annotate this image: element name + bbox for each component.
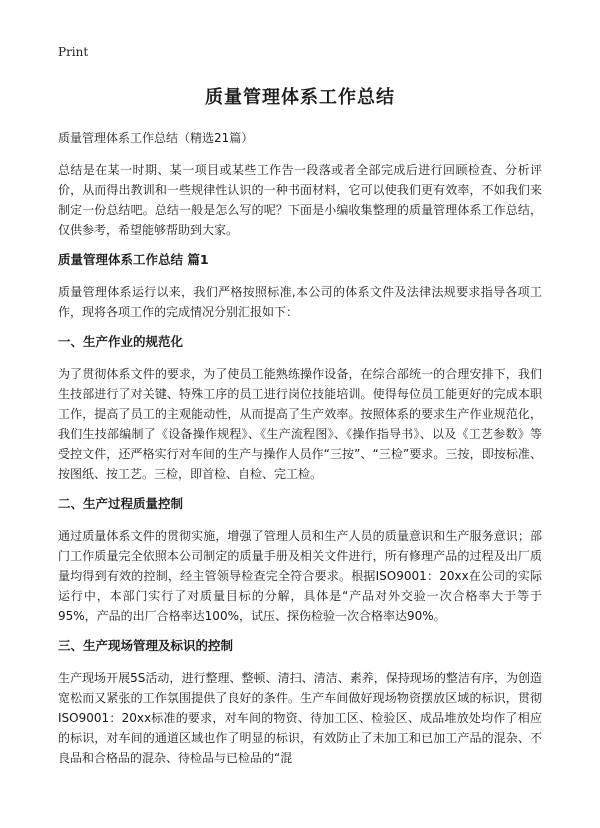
- section-paragraph-3: 生产现场开展5S活动，进行整理、整顿、清扫、清洁、素养，保持现场的整洁有序，为创造宽松而又紧张的工作氛围提供了良好的条件。生产车间做好现场物资摆放区域的标识，贯彻ISO9001：20xx标准的要求，对车间的物资、待加工区、检验区、成品堆放处均作了相应的标识，对车间的通道区域也作了明显的标识，有效防止了未加工和已加工产品的混杂、不良品和合格品的混杂、待检品与已检品的“混: [58, 671, 542, 765]
- intro-paragraph: 总结是在某一时期、某一项目或某些工作告一段落或者全部完成后进行回顾检查、分析评价，从而得出教训和一些规律性认识的一种书面材料，它可以使我们更有效率，不如我们来制定一份总结吧。总结一般是怎么写的呢？下面是小编收集整理的质量管理体系工作总结，仅供参考，希望能够帮助到大家。: [58, 163, 542, 237]
- section-heading-2: 二、生产过程质量控制: [58, 496, 184, 511]
- article-heading: 质量管理体系工作总结 篇1: [58, 252, 209, 267]
- section-paragraph-1: 为了贯彻体系文件的要求，为了使员工能熟练操作设备，在综合部统一的合理安排下，我们生技部进行了对关键、特殊工序的员工进行岗位技能培训。使得每位员工能更好的完成本职工作，提高了员工的主观能动性，从而提高了生产效率。按照体系的要求生产作业规范化，我们生技部编制了《设备操作规程》、《生产流程图》、《操作指导书》、以及《工艺参数》等受控文件，还严格实行对车间的生产与操作人员作“三按”、“三检”要求。三按，即按标准、按图纸、按工艺。三检，即首检、自检、完工检。: [58, 367, 542, 481]
- section-paragraph-2: 通过质量体系文件的贯彻实施，增强了管理人员和生产人员的质量意识和生产服务意识；部门工作质量完全依照本公司制定的质量手册及相关文件进行，所有修理产品的过程及出厂质量均得到有效的控制，经主管领导检查完全符合要求。根据ISO9001：20xx在公司的实际运行中，本部门实行了对质量目标的分解，具体是“产品对外交验一次合格率大于等于95%，产品的出厂合格率达100%，试压、探伤检验一次合格率达90%。: [58, 529, 542, 623]
- article-intro-paragraph: 质量管理体系运行以来，我们严格按照标准,本公司的体系文件及法律法规要求指导各项工作，现将各项工作的完成情况分别汇报如下：: [58, 285, 542, 319]
- section-heading-1: 一、生产作业的规范化: [58, 334, 184, 349]
- page-title: 质量管理体系工作总结: [205, 87, 395, 108]
- print-link[interactable]: Print: [58, 45, 89, 59]
- document-subtitle: 质量管理体系工作总结（精选21篇）: [58, 131, 254, 145]
- section-heading-3: 三、生产现场管理及标识的控制: [58, 638, 234, 653]
